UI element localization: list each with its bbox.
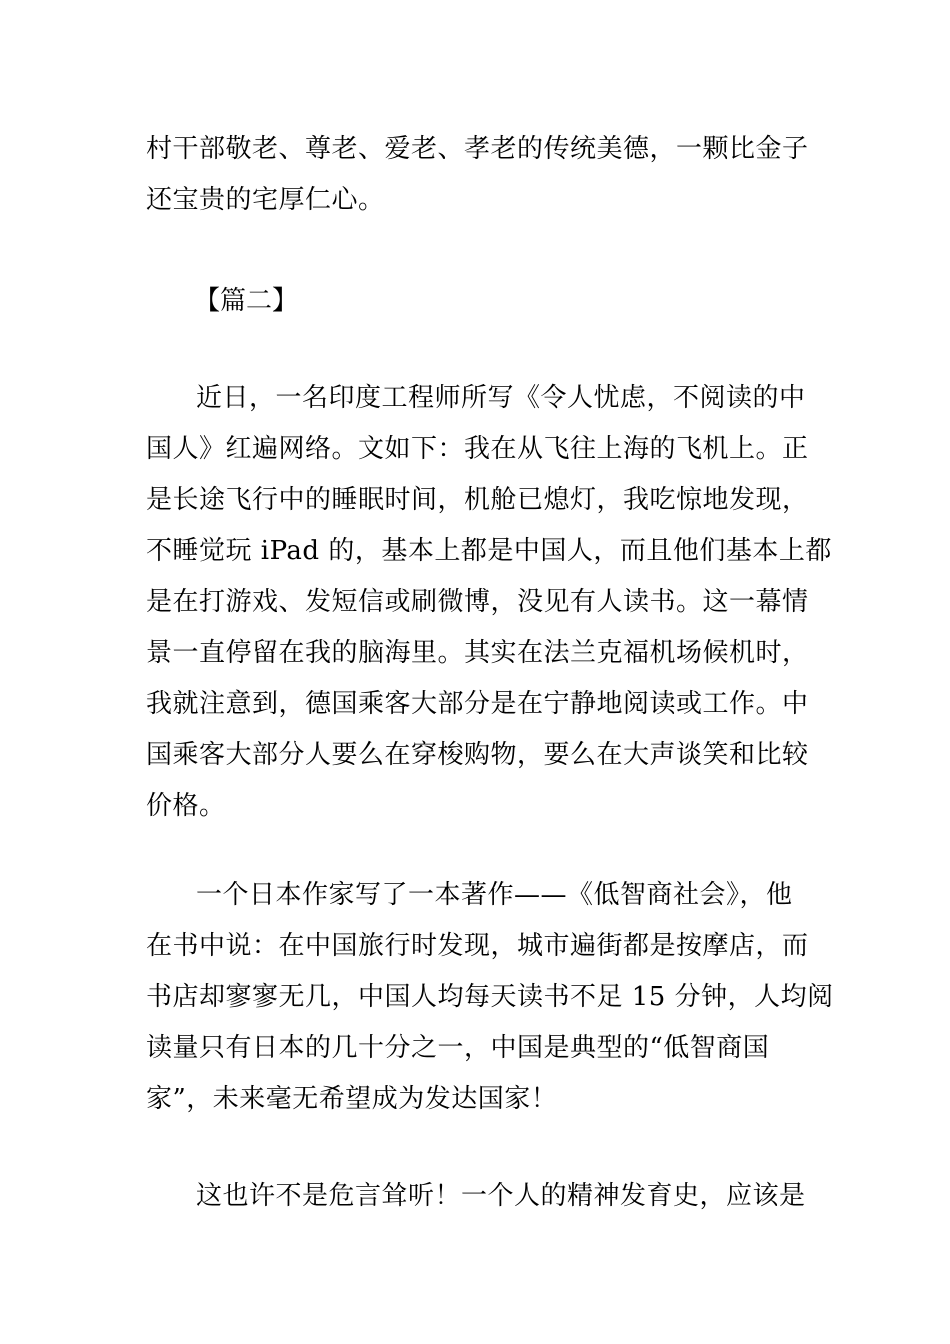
text-line: 家”，未来毫无希望成为发达国家！ [146, 1084, 558, 1114]
text-line: 我就注意到，德国乘客大部分是在宁静地阅读或工作。中 [146, 689, 809, 719]
text-line: 景一直停留在我的脑海里。其实在法兰克福机场候机时， [146, 638, 809, 668]
section-heading: 【篇二】 [194, 286, 299, 316]
text-line: 村干部敬老、尊老、爱老、孝老的传统美德，一颗比金子 [146, 134, 809, 164]
text-line: 价格。 [146, 791, 226, 821]
paragraph-1 [146, 373, 832, 832]
text-line: 这也许不是危言耸听！一个人的精神发育史，应该是 [196, 1181, 806, 1211]
text-line: 一个日本作家写了一本著作——《低智商社会》，他 [196, 880, 793, 910]
text-line: 书店却寥寥无几，中国人均每天读书不足 15 分钟，人均阅 [146, 982, 834, 1012]
text-line: 不睡觉玩 iPad 的，基本上都是中国人，而且他们基本上都 [146, 536, 832, 566]
paragraph-2 [146, 870, 834, 1125]
text-line: 读量只有日本的几十分之一，中国是典型的“低智商国 [146, 1033, 770, 1063]
text-line: 还宝贵的宅厚仁心。 [146, 185, 385, 215]
text-line: 是在打游戏、发短信或刷微博，没见有人读书。这一幕情 [146, 587, 809, 617]
text-line: 国人》红遍网络。文如下：我在从飞往上海的飞机上。正 [146, 434, 809, 464]
text-line: 是长途飞行中的睡眠时间，机舱已熄灯，我吃惊地发现， [146, 485, 809, 515]
paragraph-continuation [146, 124, 826, 226]
text-line: 国乘客大部分人要么在穿梭购物，要么在大声谈笑和比较 [146, 740, 809, 770]
text-line: 在书中说：在中国旅行时发现，城市遍街都是按摩店，而 [146, 931, 809, 961]
text-line: 近日，一名印度工程师所写《令人忧虑，不阅读的中 [196, 383, 806, 413]
paragraph-3 [146, 1171, 826, 1222]
